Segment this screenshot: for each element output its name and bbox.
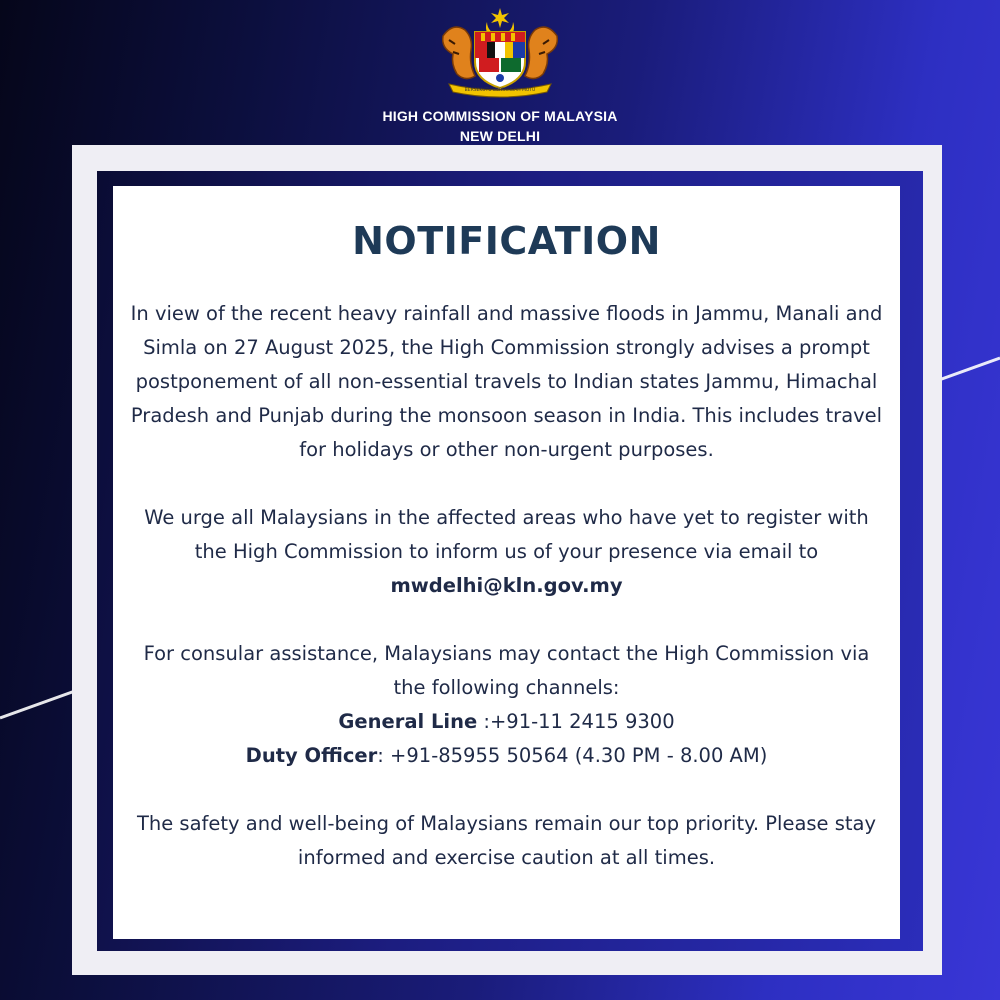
advisory-paragraph: In view of the recent heavy rainfall and massive floods in Jammu, Manali and Simla on 27 August 2025, the High Commission strongly advises a prompt postponement of all non-essential travels to Indian states Jammu, Himachal Pradesh and Punjab during the monsoon season in India. This includes travel for holidays or other non-urgent purposes. — [130, 302, 883, 461]
notification-heading: NOTIFICATION — [352, 219, 661, 263]
contact-email-link[interactable]: mwdelhi@kln.gov.my — [390, 574, 623, 597]
organization-name: HIGH COMMISSION OF MALAYSIA — [382, 108, 618, 124]
closing-paragraph: The safety and well-being of Malaysians remain our top priority. Please stay informed and exercise caution at all times. — [136, 812, 877, 869]
consular-paragraph — [127, 637, 886, 773]
header — [0, 6, 1000, 145]
duty-officer-label: Duty Officer — [245, 744, 378, 767]
duty-officer-number[interactable]: : +91-85955 50564 (4.30 PM - 8.00 AM) — [377, 744, 768, 767]
general-line-label: General Line — [338, 710, 478, 733]
organization-city: NEW DELHI — [459, 128, 541, 144]
consular-text: For consular assistance, Malaysians may contact the High Commission via the following channels: — [143, 642, 870, 699]
registration-paragraph — [127, 501, 886, 603]
malaysia-coat-of-arms-icon — [435, 6, 565, 98]
crest-motto-text: BERSEKUTU BERTAMBAH MUTU — [464, 88, 536, 93]
general-line-number[interactable]: :+91-11 2415 9300 — [477, 710, 675, 733]
registration-text: We urge all Malaysians in the affected areas who have yet to register with the High Commission to inform us of your presence via email to — [144, 506, 869, 563]
notification-card — [113, 186, 900, 939]
